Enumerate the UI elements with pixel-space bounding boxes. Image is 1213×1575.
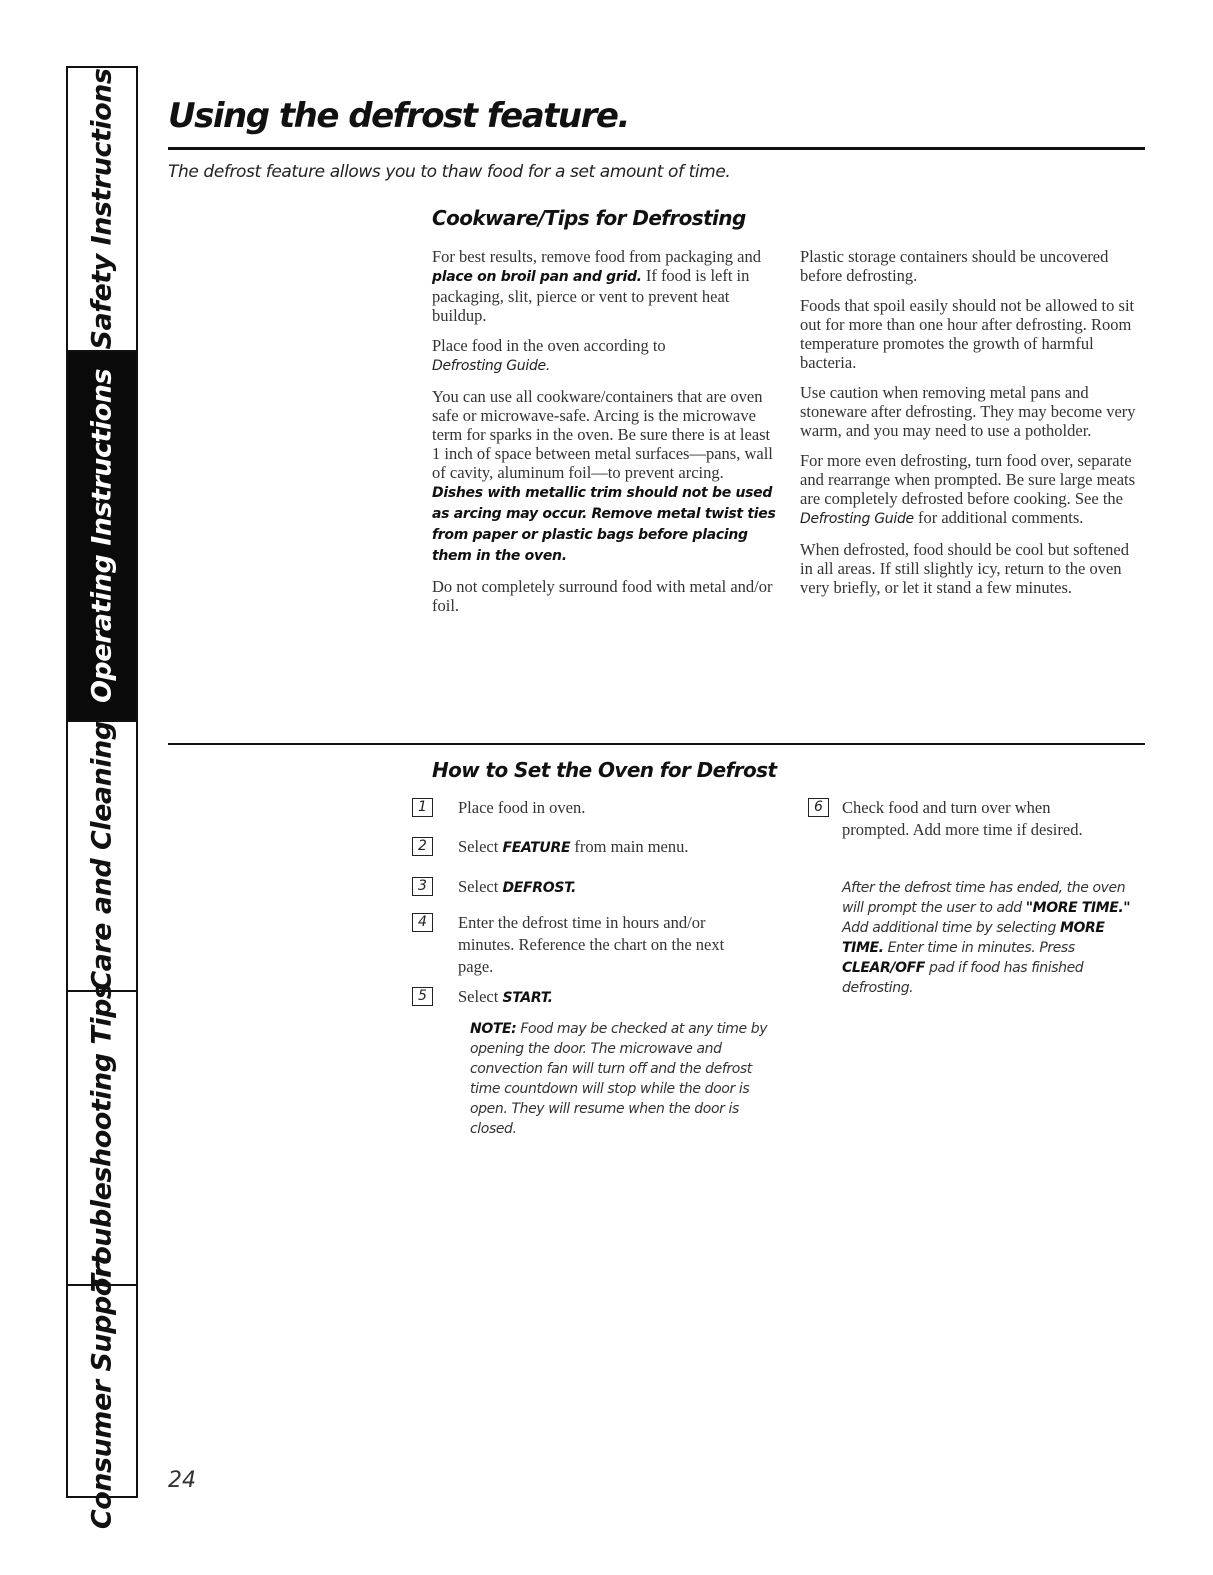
step-number-box: 5 <box>412 987 433 1006</box>
step-number-box: 6 <box>808 798 829 817</box>
cookware-paragraph: For more even defrosting, turn food over, separate and rearrange when prompted. Be sure large meats are completely defrosted before cooking. See the Defrosting Guide for additional comments. <box>800 451 1136 527</box>
step-number-box: 1 <box>412 798 433 817</box>
section-divider <box>168 743 1145 745</box>
step-text: Select FEATURE from main menu. <box>458 837 689 856</box>
step-text: Check food and turn over when prompted. Add more time if desired. <box>842 798 1083 839</box>
tab-consumer-support[interactable] <box>68 1252 136 1530</box>
defrost-note: NOTE: Food may be checked at any time by opening the door. The microwave and convection fan will turn off and the defrost time countdown will stop while the door is open. They will resume when the door is closed. <box>470 1021 768 1137</box>
step-number-box: 3 <box>412 877 433 896</box>
cookware-heading: Cookware/Tips for Defrosting <box>432 206 746 230</box>
cookware-paragraph: When defrosted, food should be cool but softened in all areas. If still slightly icy, return to the oven very briefly, or let it stand a few minutes. <box>800 540 1130 597</box>
cookware-paragraph: Plastic storage containers should be uncovered before defrosting. <box>800 247 1109 285</box>
page-intro: The defrost feature allows you to thaw food for a set amount of time. <box>168 162 731 182</box>
step-number-box: 2 <box>412 837 433 856</box>
page-title: Using the defrost feature. <box>168 96 629 136</box>
tab-operating-instructions[interactable] <box>68 352 136 722</box>
cookware-paragraph: Use caution when removing metal pans and stoneware after defrosting. They may become very warm, and you may need to use a potholder. <box>800 383 1136 440</box>
tab-troubleshooting-tips[interactable] <box>68 983 136 1293</box>
tab-label: Consumer Support <box>86 1252 118 1530</box>
cookware-paragraph: Place food in the oven according to Defrosting Guide. <box>432 336 666 374</box>
tab-label: Operating Instructions <box>86 368 118 704</box>
cookware-right-column <box>800 247 1145 608</box>
tab-care-and-cleaning[interactable] <box>68 722 136 992</box>
tab-safety-instructions[interactable] <box>68 68 136 352</box>
step-text: Select DEFROST. <box>458 877 577 896</box>
cookware-paragraph: Do not completely surround food with metal and/or foil. <box>432 577 773 615</box>
page-number: 24 <box>168 1468 196 1493</box>
section-tabs-sidebar <box>66 66 138 1530</box>
step-text: Enter the defrost time in hours and/or minutes. Reference the chart on the next page. <box>458 913 725 976</box>
tab-label: Troubleshooting Tips <box>86 983 118 1293</box>
tab-label: Safety Instructions <box>86 68 118 350</box>
step-text: Place food in oven. <box>458 798 586 817</box>
cookware-paragraph: For best results, remove food from packaging and place on broil pan and grid. If food is left in packaging, slit, pierce or vent to prevent heat buildup. <box>432 247 762 325</box>
tab-label: Care and Cleaning <box>86 721 118 991</box>
howto-heading: How to Set the Oven for Defrost <box>432 758 777 782</box>
cookware-paragraph: You can use all cookware/containers that are oven safe or microwave-safe. Arcing is the microwave term for sparks in the oven. Be sure there is at least 1 inch of space between metal surfaces—pans, wall of cavity, aluminum foil—to prevent arcing. Dishes with metallic trim should not be used as arcing may occur. Remove metal twist ties from paper or plastic bags before placing them in the oven. <box>432 387 776 564</box>
cookware-left-column <box>432 247 777 626</box>
step-text: Select START. <box>458 987 553 1006</box>
title-divider <box>168 147 1145 150</box>
more-time-note: After the defrost time has ended, the oven will prompt the user to add "MORE TIME." Add additional time by selecting MORE TIME. Enter time in minutes. Press CLEAR/OFF pad if food has finished defrosting. <box>842 880 1131 996</box>
cookware-paragraph: Foods that spoil easily should not be allowed to sit out for more than one hour after defrosting. Room temperature promotes the growth of harmful bacteria. <box>800 296 1135 372</box>
step-number-box: 4 <box>412 913 433 932</box>
